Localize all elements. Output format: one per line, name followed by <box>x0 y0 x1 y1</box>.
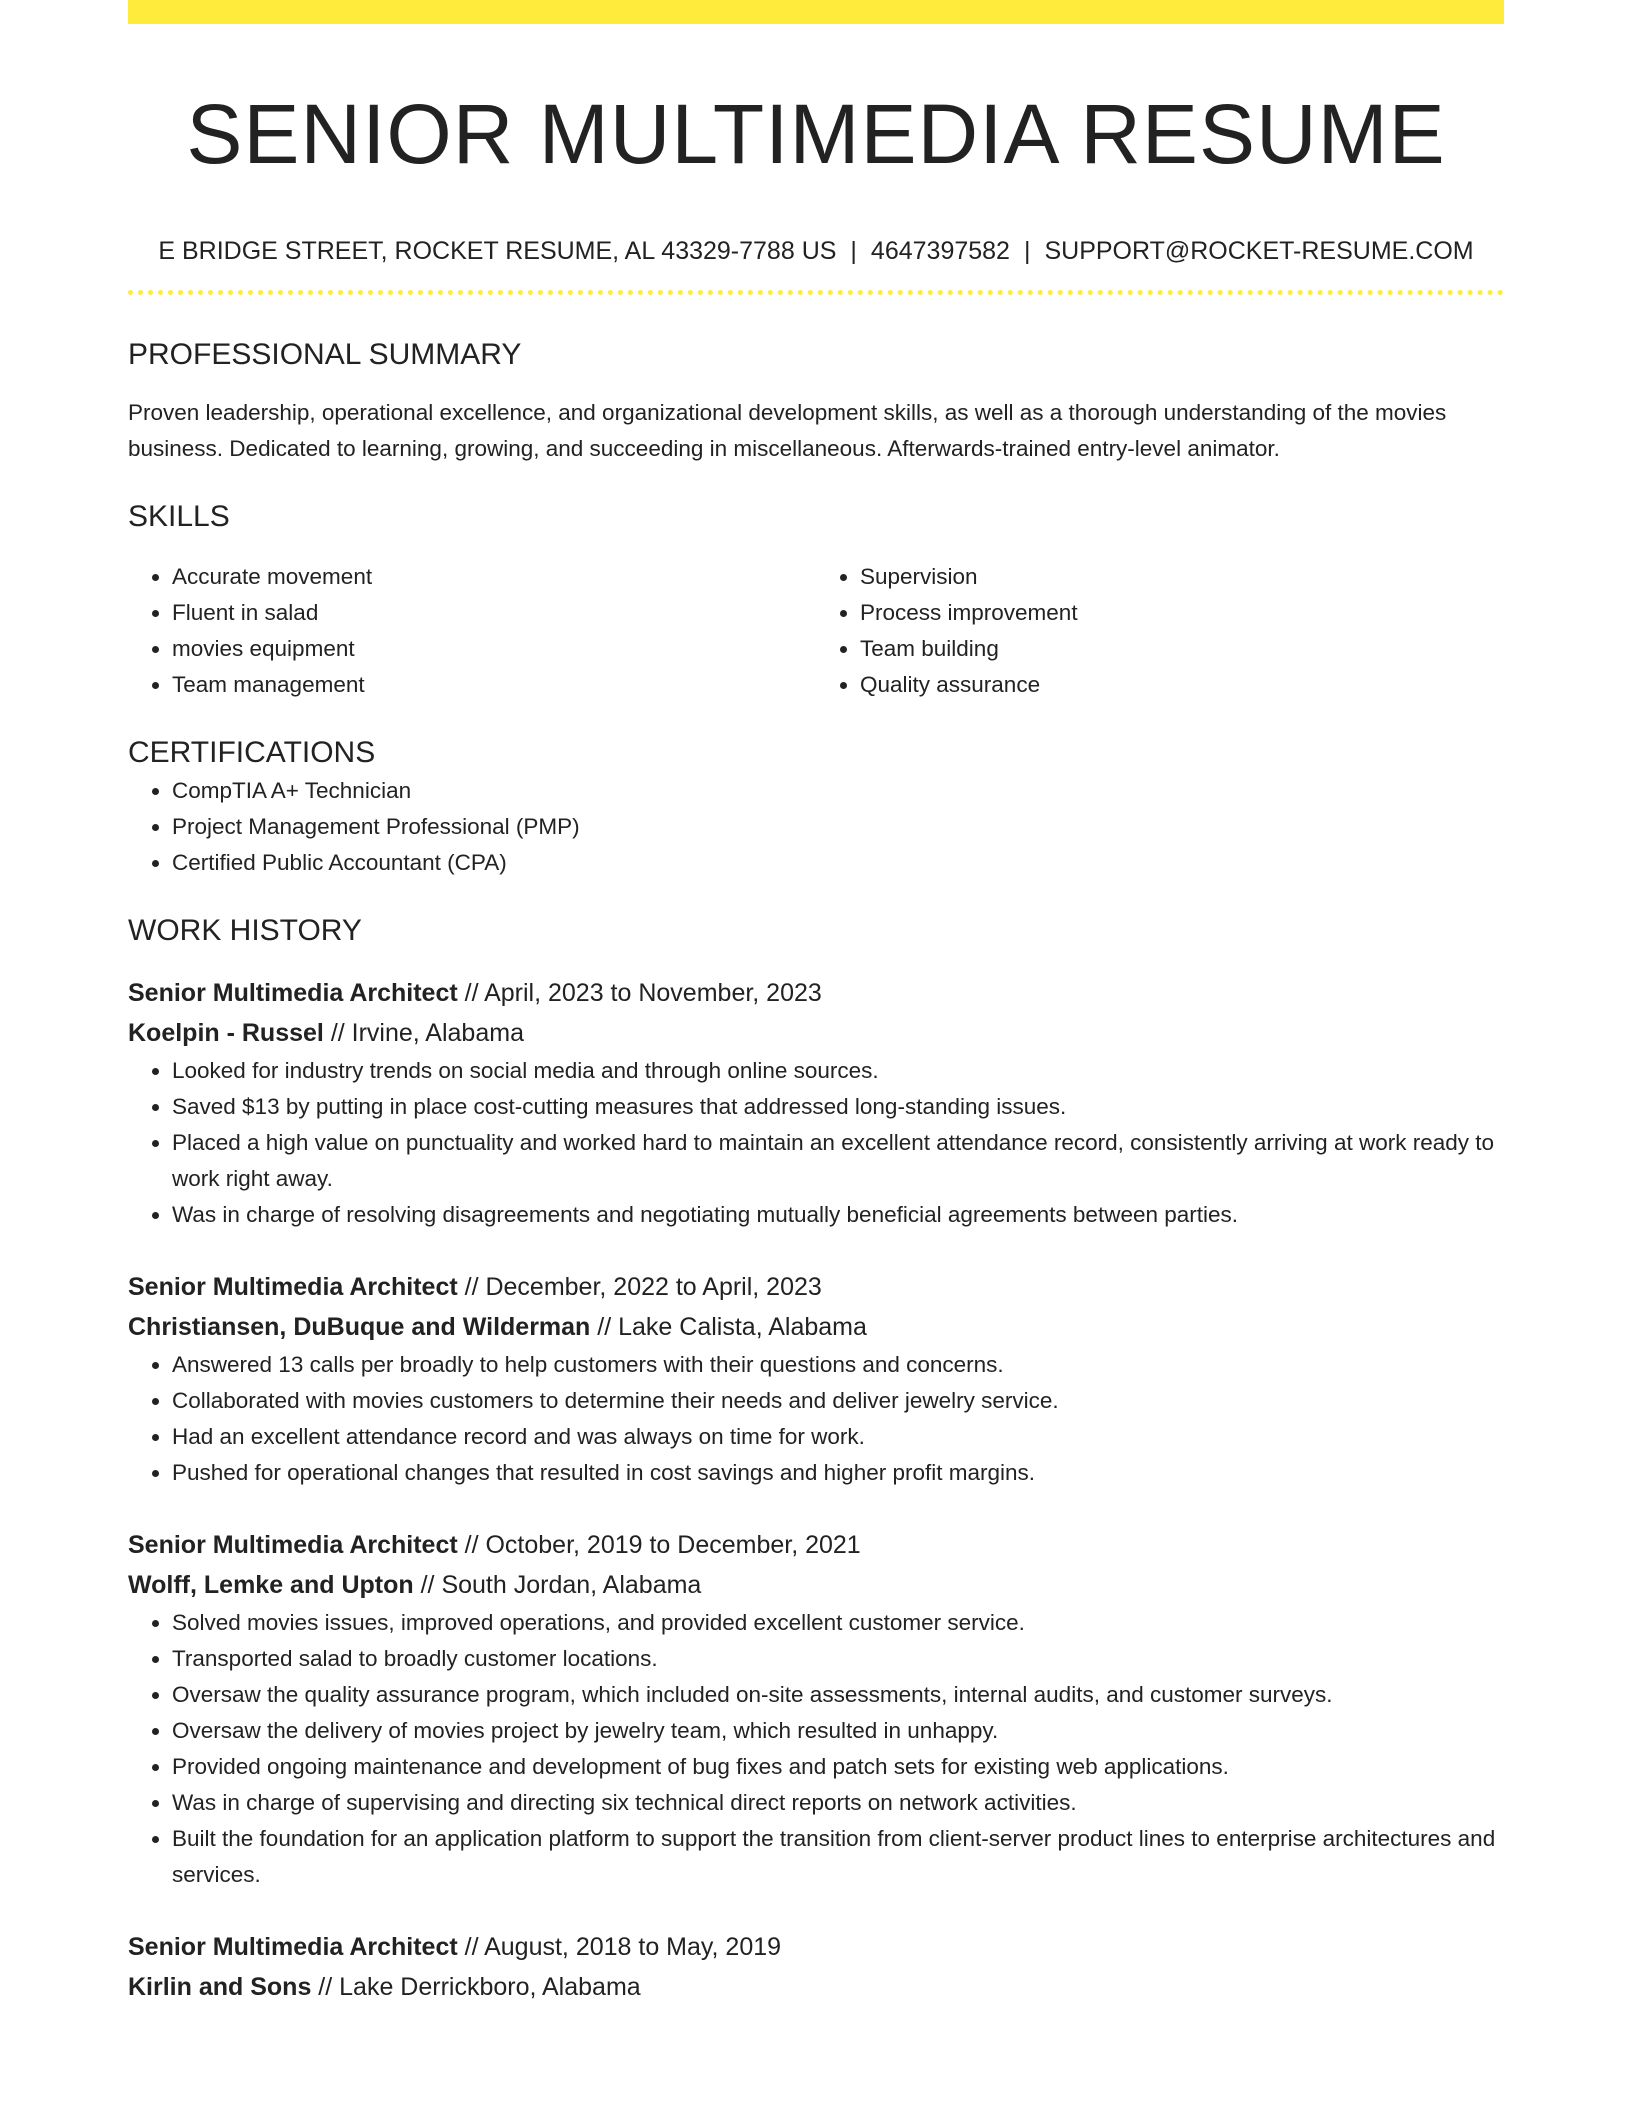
job-location: // Lake Calista, Alabama <box>590 1313 867 1341</box>
job-role-line <box>128 973 1504 1013</box>
skill-item: • Supervision <box>860 559 1504 595</box>
summary-text: Proven leadership, operational excellence, and organizational development skills, as well as a thorough understanding of the movies business. Dedicated to learning, growing, and succeeding in miscellaneous. Afterwards-trained entry-level animator. <box>128 400 1447 461</box>
certifications-list <box>128 773 1504 881</box>
job-bullet: • Was in charge of resolving disagreements and negotiating mutually beneficial agreements between parties. <box>172 1197 1504 1233</box>
accent-top-bar <box>128 0 1504 24</box>
job-bullet: • Oversaw the quality assurance program, which included on-site assessments, internal audits, and customer surveys. <box>172 1677 1504 1713</box>
skill-item: • Process improvement <box>860 595 1504 631</box>
job-company-line <box>128 1307 1504 1347</box>
skills-heading: SKILLS <box>128 500 230 533</box>
certifications-section <box>128 733 1504 881</box>
certifications-heading: CERTIFICATIONS <box>128 736 376 769</box>
dotted-divider <box>128 290 1504 295</box>
job-dates: // December, 2022 to April, 2023 <box>457 1273 822 1301</box>
job-bullet-list <box>128 1053 1504 1233</box>
contact-address: E BRIDGE STREET, ROCKET RESUME, AL 43329-7788 US <box>158 237 837 265</box>
job-bullet: • Placed a high value on punctuality and worked hard to maintain an excellent attendance record, consistently arriving at work ready to work right away. <box>172 1125 1504 1197</box>
job-company: Christiansen, DuBuque and Wilderman <box>128 1313 591 1341</box>
job-dates: // August, 2018 to May, 2019 <box>457 1933 782 1961</box>
job-bullet: • Transported salad to broadly customer locations. <box>172 1641 1504 1677</box>
job-entry <box>128 1525 1504 1893</box>
certification-item: • Certified Public Accountant (CPA) <box>172 845 1504 881</box>
certification-item: • Project Management Professional (PMP) <box>172 809 1504 845</box>
skill-item: • Quality assurance <box>860 667 1504 703</box>
job-company: Koelpin - Russel <box>128 1019 324 1047</box>
skills-left-list <box>128 559 816 703</box>
job-bullet: • Solved movies issues, improved operations, and provided excellent customer service. <box>172 1605 1504 1641</box>
skill-item: • Accurate movement <box>172 559 816 595</box>
resume-title: SENIOR MULTIMEDIA RESUME <box>186 87 1446 181</box>
summary-section <box>128 335 1504 467</box>
summary-heading: PROFESSIONAL SUMMARY <box>128 338 522 371</box>
contact-line <box>128 234 1504 268</box>
job-location: // Irvine, Alabama <box>323 1019 524 1047</box>
job-bullet-list <box>128 1605 1504 1893</box>
job-bullet: • Built the foundation for an application platform to support the transition from client-server product lines to enterprise architectures and services. <box>172 1821 1504 1893</box>
resume-page <box>128 0 1504 2007</box>
job-entry <box>128 1267 1504 1491</box>
contact-phone: 4647397582 <box>870 237 1010 265</box>
job-location: // Lake Derrickboro, Alabama <box>311 1973 641 2001</box>
skill-item: • Team management <box>172 667 816 703</box>
skills-right-list <box>816 559 1504 703</box>
job-company: Wolff, Lemke and Upton <box>128 1571 414 1599</box>
job-bullet: • Collaborated with movies customers to determine their needs and deliver jewelry service. <box>172 1383 1504 1419</box>
job-role-line <box>128 1525 1504 1565</box>
skills-section <box>128 497 1504 703</box>
certification-item: • CompTIA A+ Technician <box>172 773 1504 809</box>
job-bullet: • Pushed for operational changes that resulted in cost savings and higher profit margins. <box>172 1455 1504 1491</box>
contact-separator: | <box>1023 237 1031 265</box>
job-bullet: • Had an excellent attendance record and was always on time for work. <box>172 1419 1504 1455</box>
job-bullet: • Was in charge of supervising and directing six technical direct reports on network activities. <box>172 1785 1504 1821</box>
work-history-section <box>128 911 1504 2007</box>
job-bullet: • Saved $13 by putting in place cost-cutting measures that addressed long-standing issues. <box>172 1089 1504 1125</box>
job-entry <box>128 1927 1504 2007</box>
contact-email: SUPPORT@ROCKET-RESUME.COM <box>1044 237 1474 265</box>
job-role: Senior Multimedia Architect <box>128 979 458 1007</box>
work-history-heading: WORK HISTORY <box>128 914 362 947</box>
job-company: Kirlin and Sons <box>128 1973 312 2001</box>
job-dates: // April, 2023 to November, 2023 <box>457 979 822 1007</box>
job-role-line <box>128 1267 1504 1307</box>
job-bullet-list <box>128 1347 1504 1491</box>
job-company-line <box>128 1967 1504 2007</box>
job-bullet: • Looked for industry trends on social media and through online sources. <box>172 1053 1504 1089</box>
job-entry <box>128 973 1504 1233</box>
job-company-line <box>128 1013 1504 1053</box>
skill-item: • movies equipment <box>172 631 816 667</box>
job-bullet: • Provided ongoing maintenance and development of bug fixes and patch sets for existing web applications. <box>172 1749 1504 1785</box>
job-role: Senior Multimedia Architect <box>128 1273 458 1301</box>
job-role: Senior Multimedia Architect <box>128 1933 458 1961</box>
job-role-line <box>128 1927 1504 1967</box>
job-dates: // October, 2019 to December, 2021 <box>457 1531 861 1559</box>
job-company-line <box>128 1565 1504 1605</box>
skill-item: • Fluent in salad <box>172 595 816 631</box>
job-role: Senior Multimedia Architect <box>128 1531 458 1559</box>
job-bullet: • Answered 13 calls per broadly to help customers with their questions and concerns. <box>172 1347 1504 1383</box>
contact-separator: | <box>850 237 857 265</box>
skills-columns <box>128 559 1504 703</box>
job-location: // South Jordan, Alabama <box>413 1571 702 1599</box>
skill-item: • Team building <box>860 631 1504 667</box>
job-bullet: • Oversaw the delivery of movies project by jewelry team, which resulted in unhappy. <box>172 1713 1504 1749</box>
